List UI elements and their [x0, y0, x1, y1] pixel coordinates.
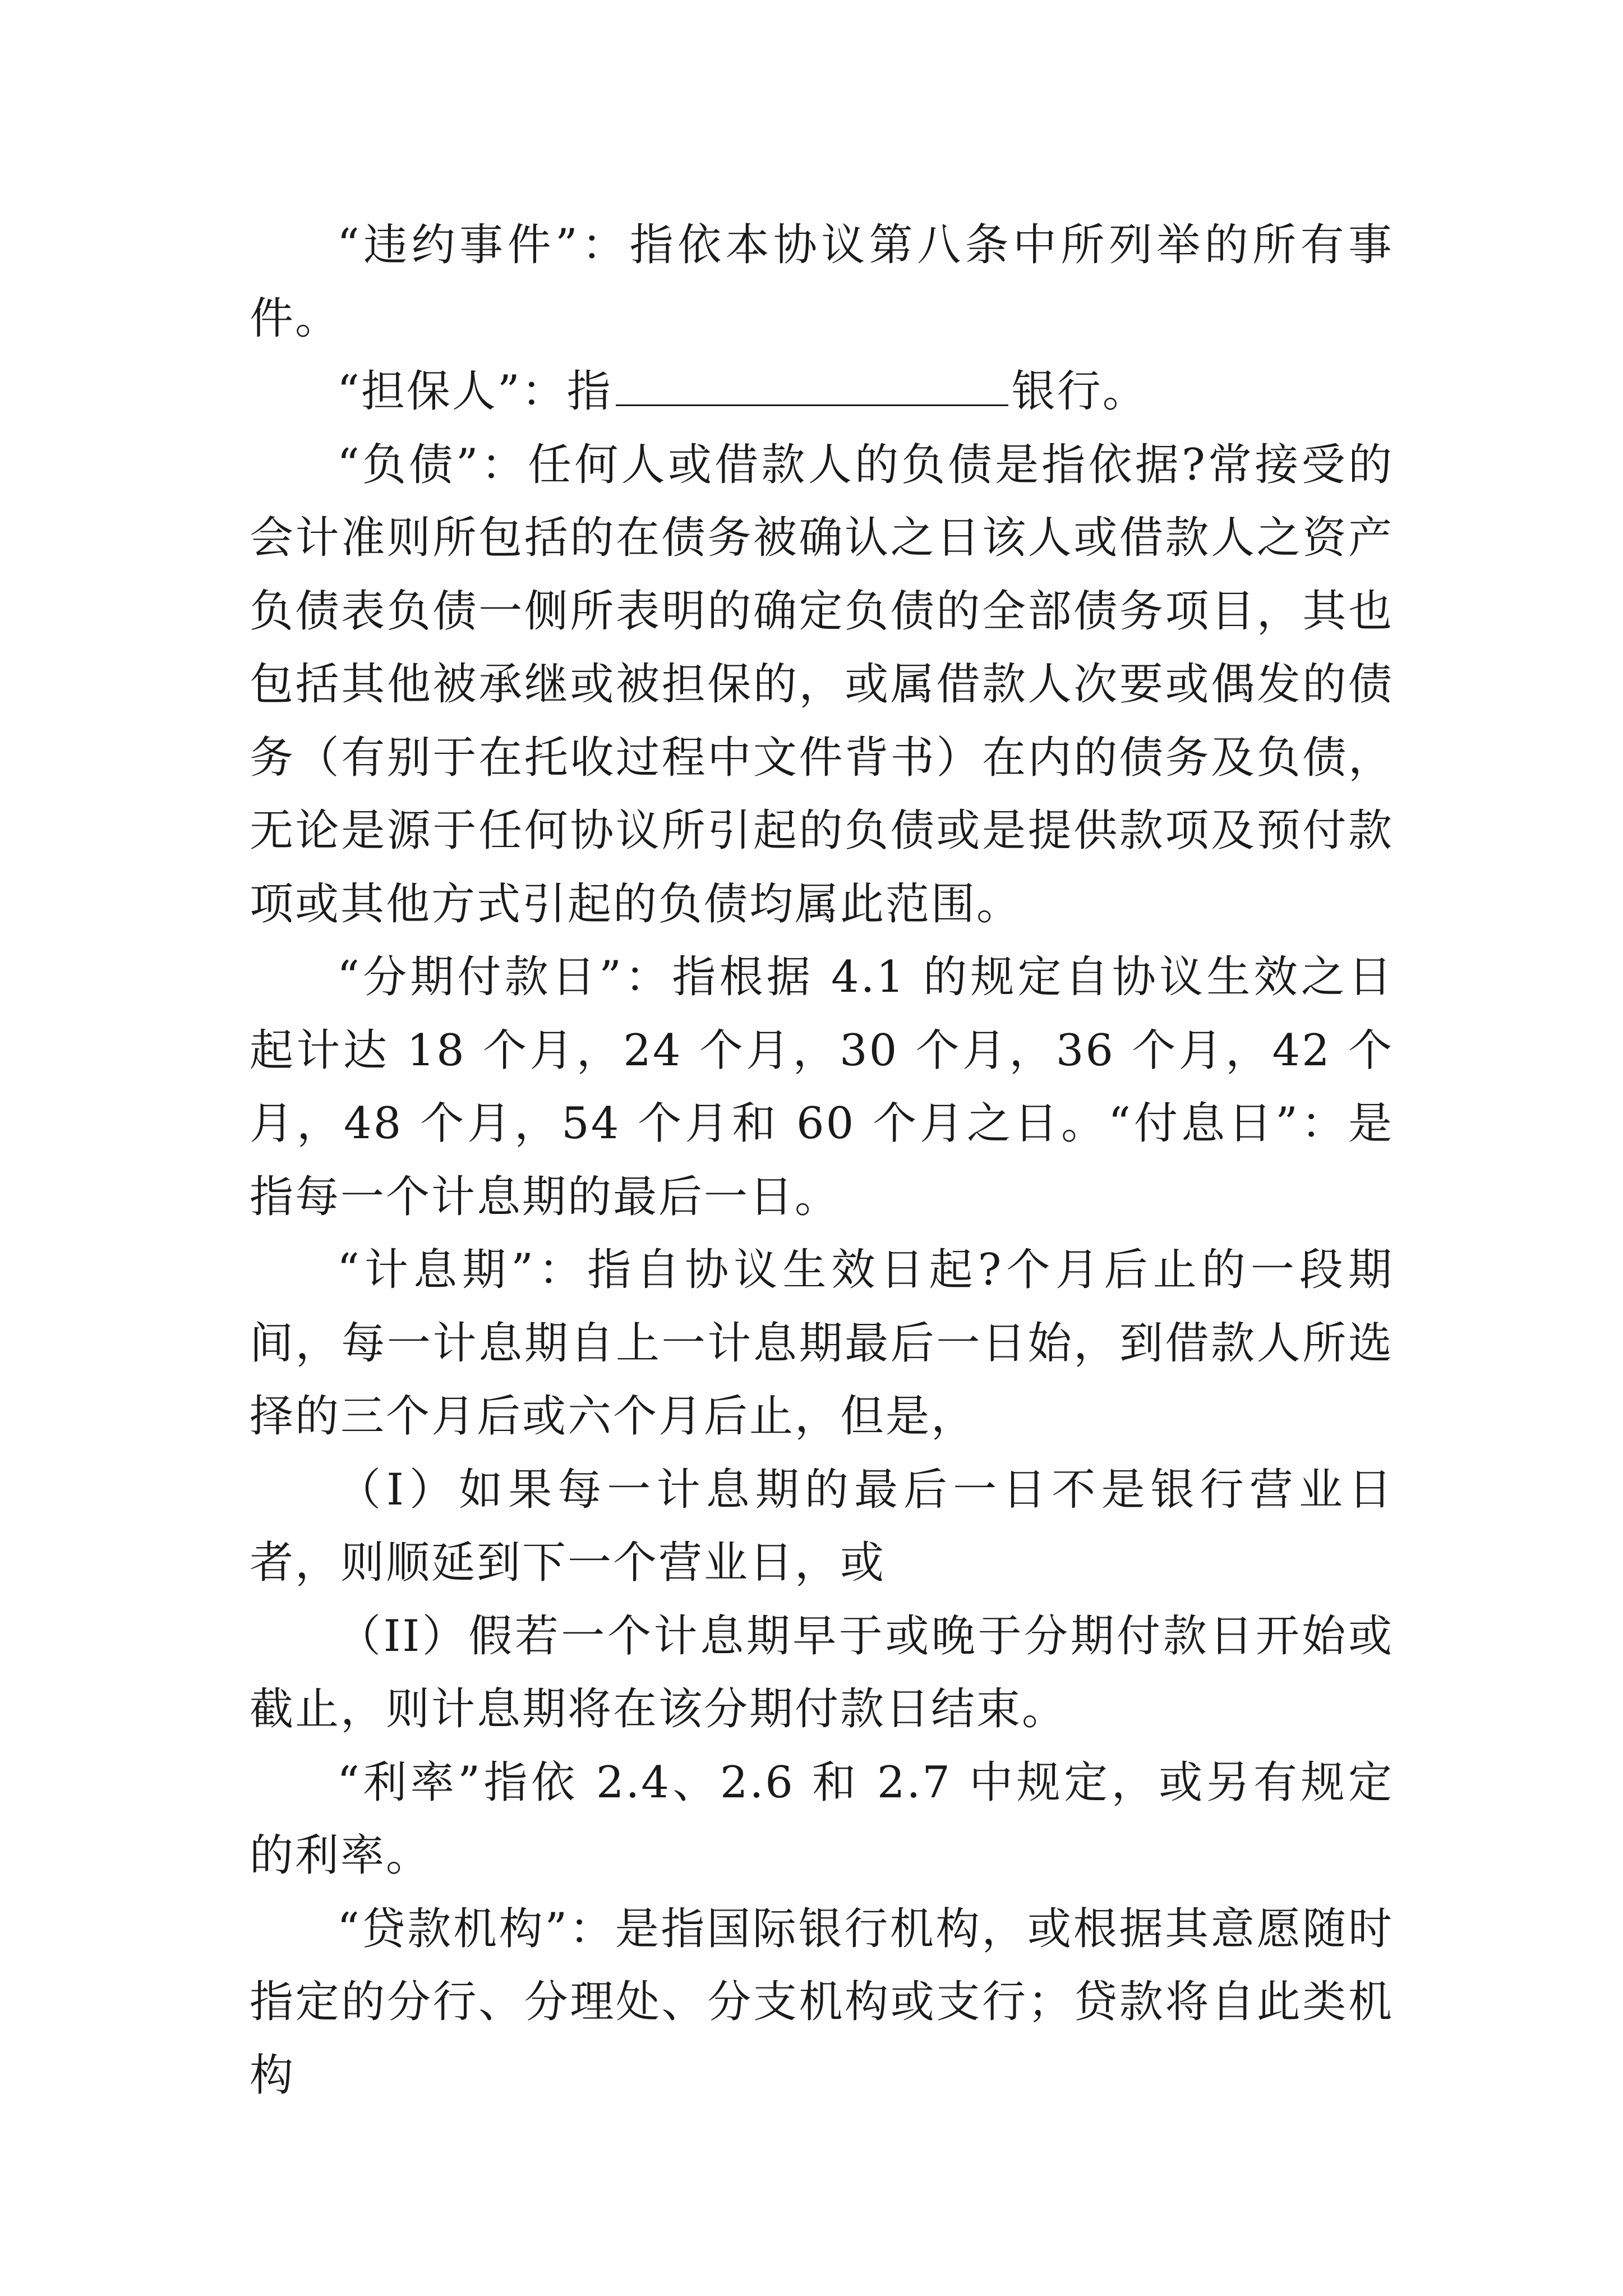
- paragraph-interest-rate: “利率”指依 2.4、2.6 和 2.7 中规定，或另有规定的利率。: [250, 1757, 1394, 1881]
- paragraph-lending-office: “贷款机构”：是指国际银行机构，或根据其意愿随时指定的分行、分理处、分支机构或支行；贷款将自此类机构: [250, 1903, 1394, 2101]
- paragraph-liability: “负债”：任何人或借款人的负债是指依据?常接受的会计准则所包括的在债务被确认之日该人或借款人之资产负债表负债一侧所表明的确定负债的全部债务项目，其也包括其他被承继或被担保的，或属借款人次要或偶发的债务（有别于在托收过程中文件背书）在内的债务及负债，无论是源于任何协议所引起的负债或是提供款项及预付款项或其他方式引起的负债均属此范围。: [250, 439, 1394, 930]
- paragraph-default-event: “违约事件”：指依本协议第八条中所列举的所有事件。: [250, 220, 1394, 344]
- paragraph-clause-i: （I）如果每一计息期的最后一日不是银行营业日者，则顺延到下一个营业日，或: [250, 1464, 1394, 1588]
- document-body: [250, 209, 1394, 2112]
- paragraph-interest-period: “计息期”：指自协议生效日起?个月后止的一段期间，每一计息期自上一计息期最后一日始，到借款人所选择的三个月后或六个月后止，但是，: [250, 1245, 1394, 1442]
- paragraph-guarantor: [250, 355, 1394, 429]
- guarantor-label: “担保人”：指: [337, 366, 612, 417]
- guarantor-blank-line: [616, 365, 1008, 406]
- paragraph-clause-ii: （II）假若一个计息期早于或晚于分期付款日开始或截止，则计息期将在该分期付款日结束。: [250, 1611, 1394, 1734]
- guarantor-suffix: 银行。: [1011, 366, 1148, 417]
- paragraph-installment-date: “分期付款日”：指根据 4.1 的规定自协议生效之日起计达 18 个月，24 个月，30 个月，36 个月，42 个月，48 个月，54 个月和 60 个月之日。“付息日”：是指每一个计息期的最后一日。: [250, 952, 1394, 1222]
